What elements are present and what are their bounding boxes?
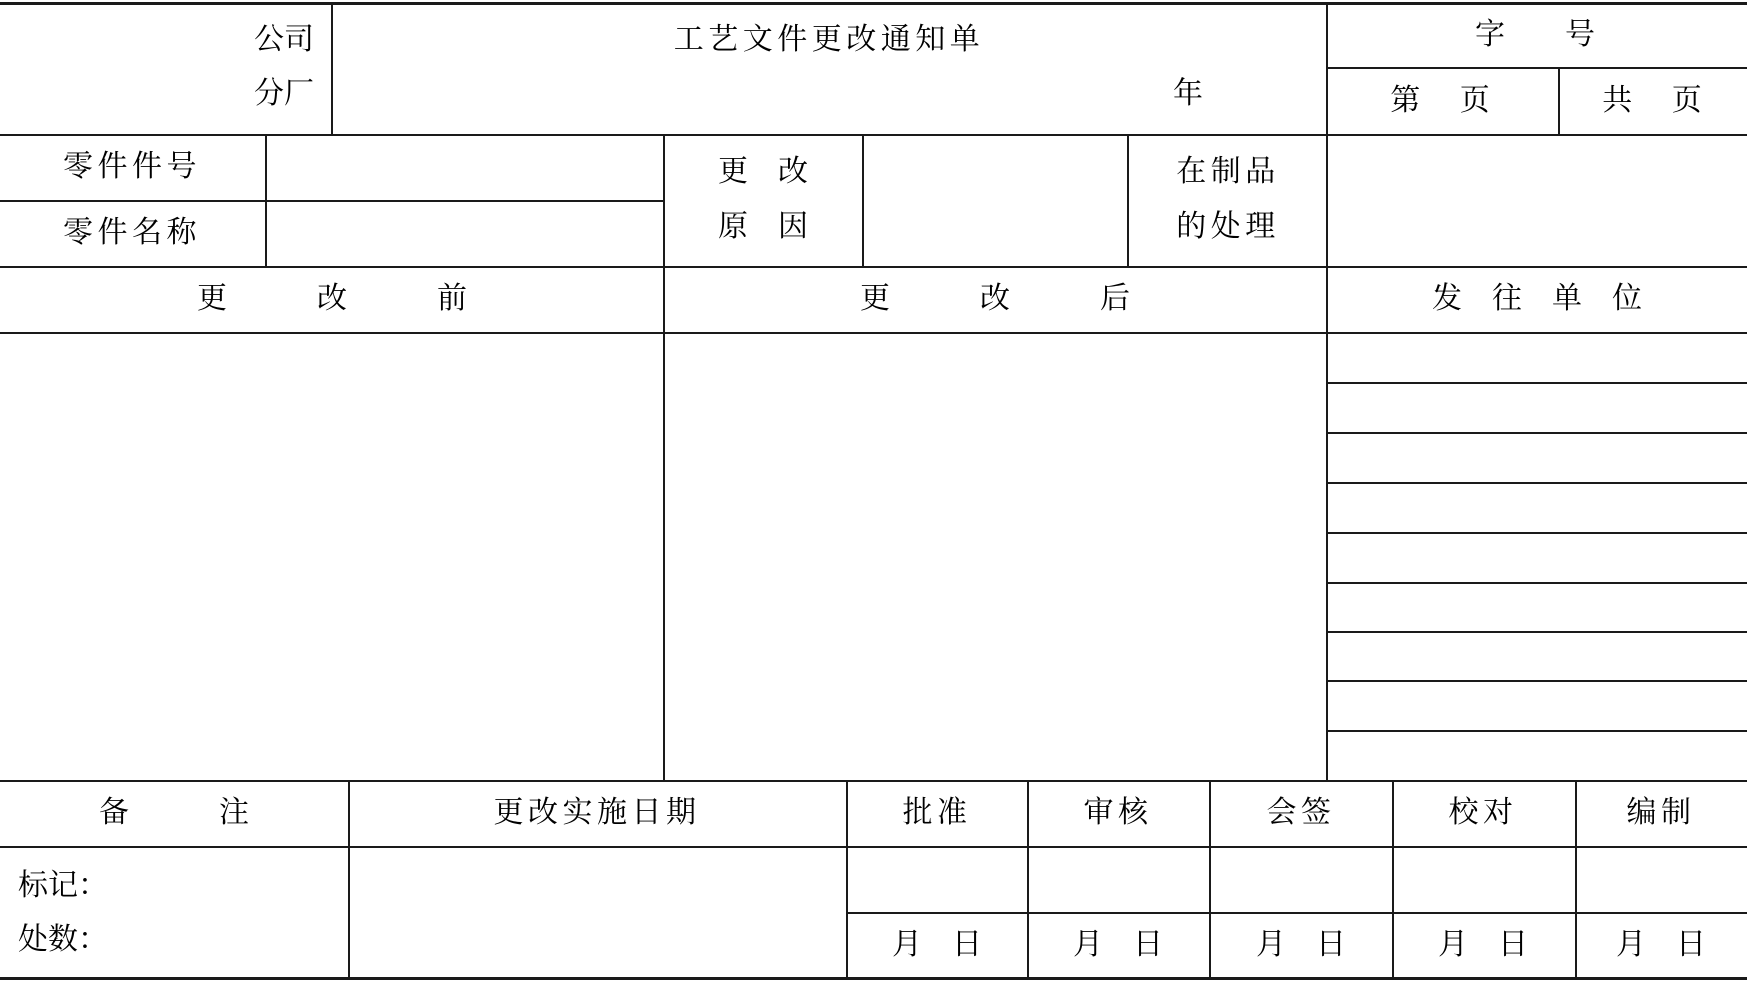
footer-top-line bbox=[0, 780, 1747, 782]
section-header-top-line bbox=[0, 266, 1747, 268]
part-number-label: 零件件号 bbox=[63, 149, 201, 184]
mark-label: 标记： bbox=[18, 868, 108, 903]
countersign-label: 会签 bbox=[1266, 795, 1336, 830]
border-bottom bbox=[0, 977, 1747, 980]
header-bottom-line bbox=[0, 134, 1747, 136]
change-reason-label-line2: 原 因 bbox=[718, 209, 808, 244]
header-subline bbox=[1326, 67, 1747, 69]
page-number-label: 第 页 bbox=[1390, 83, 1490, 118]
form-title: 工艺文件更改通知单 bbox=[673, 22, 985, 57]
main-right-divider bbox=[1326, 134, 1328, 780]
wip-handling-label-line2: 的处理 bbox=[1176, 209, 1280, 244]
after-change-header: 更 改 后 bbox=[860, 281, 1130, 316]
check-date-label: 月 日 bbox=[1438, 927, 1528, 962]
footer-review-divider bbox=[1209, 780, 1211, 978]
implementation-date-label: 更改实施日期 bbox=[493, 795, 701, 830]
approve-date-label: 月 日 bbox=[892, 927, 982, 962]
send-to-row-line bbox=[1326, 482, 1747, 484]
char-number-label: 字 号 bbox=[1475, 17, 1595, 52]
footer-header-bottom-line bbox=[0, 846, 1747, 848]
footer-approve-divider bbox=[1027, 780, 1029, 978]
border-top bbox=[0, 2, 1747, 5]
part-label-divider bbox=[265, 134, 267, 266]
send-to-row-line bbox=[1326, 382, 1747, 384]
header-right-divider bbox=[1326, 2, 1328, 134]
remark-label: 备 注 bbox=[99, 795, 249, 830]
branch-factory-label: 分厂 bbox=[254, 76, 314, 111]
signature-date-line bbox=[846, 912, 1747, 914]
send-to-row-line bbox=[1326, 730, 1747, 732]
wip-handling-label-line1: 在制品 bbox=[1176, 154, 1280, 189]
count-label: 处数： bbox=[18, 922, 108, 957]
change-reason-label-line1: 更 改 bbox=[718, 154, 808, 189]
main-left-divider bbox=[663, 134, 665, 780]
footer-check-divider bbox=[1575, 780, 1577, 978]
wip-label-divider bbox=[1127, 134, 1129, 266]
footer-remark-divider bbox=[348, 780, 350, 978]
send-to-row-line bbox=[1326, 582, 1747, 584]
send-to-units-header: 发 往 单 位 bbox=[1432, 281, 1642, 316]
before-change-header: 更 改 前 bbox=[197, 281, 467, 316]
review-label: 审核 bbox=[1083, 795, 1153, 830]
countersign-date-label: 月 日 bbox=[1256, 927, 1346, 962]
part-name-label: 零件名称 bbox=[63, 215, 201, 250]
send-to-row-line bbox=[1326, 532, 1747, 534]
send-to-row-line bbox=[1326, 432, 1747, 434]
compile-date-label: 月 日 bbox=[1616, 927, 1706, 962]
review-date-label: 月 日 bbox=[1073, 927, 1163, 962]
page-divider bbox=[1558, 67, 1560, 134]
footer-date-divider bbox=[846, 780, 848, 978]
send-to-row-line bbox=[1326, 631, 1747, 633]
check-label: 校对 bbox=[1448, 795, 1518, 830]
total-pages-label: 共 页 bbox=[1602, 83, 1702, 118]
year-label: 年 bbox=[1173, 76, 1203, 111]
send-to-row-line bbox=[1326, 680, 1747, 682]
approve-label: 批准 bbox=[902, 795, 972, 830]
header-company-divider bbox=[331, 2, 333, 134]
reason-label-divider bbox=[862, 134, 864, 266]
footer-countersign-divider bbox=[1392, 780, 1394, 978]
part-row-divider bbox=[0, 200, 664, 202]
company-label: 公司 bbox=[254, 22, 314, 57]
compile-label: 编制 bbox=[1626, 795, 1696, 830]
section-header-bottom-line bbox=[0, 332, 1747, 334]
